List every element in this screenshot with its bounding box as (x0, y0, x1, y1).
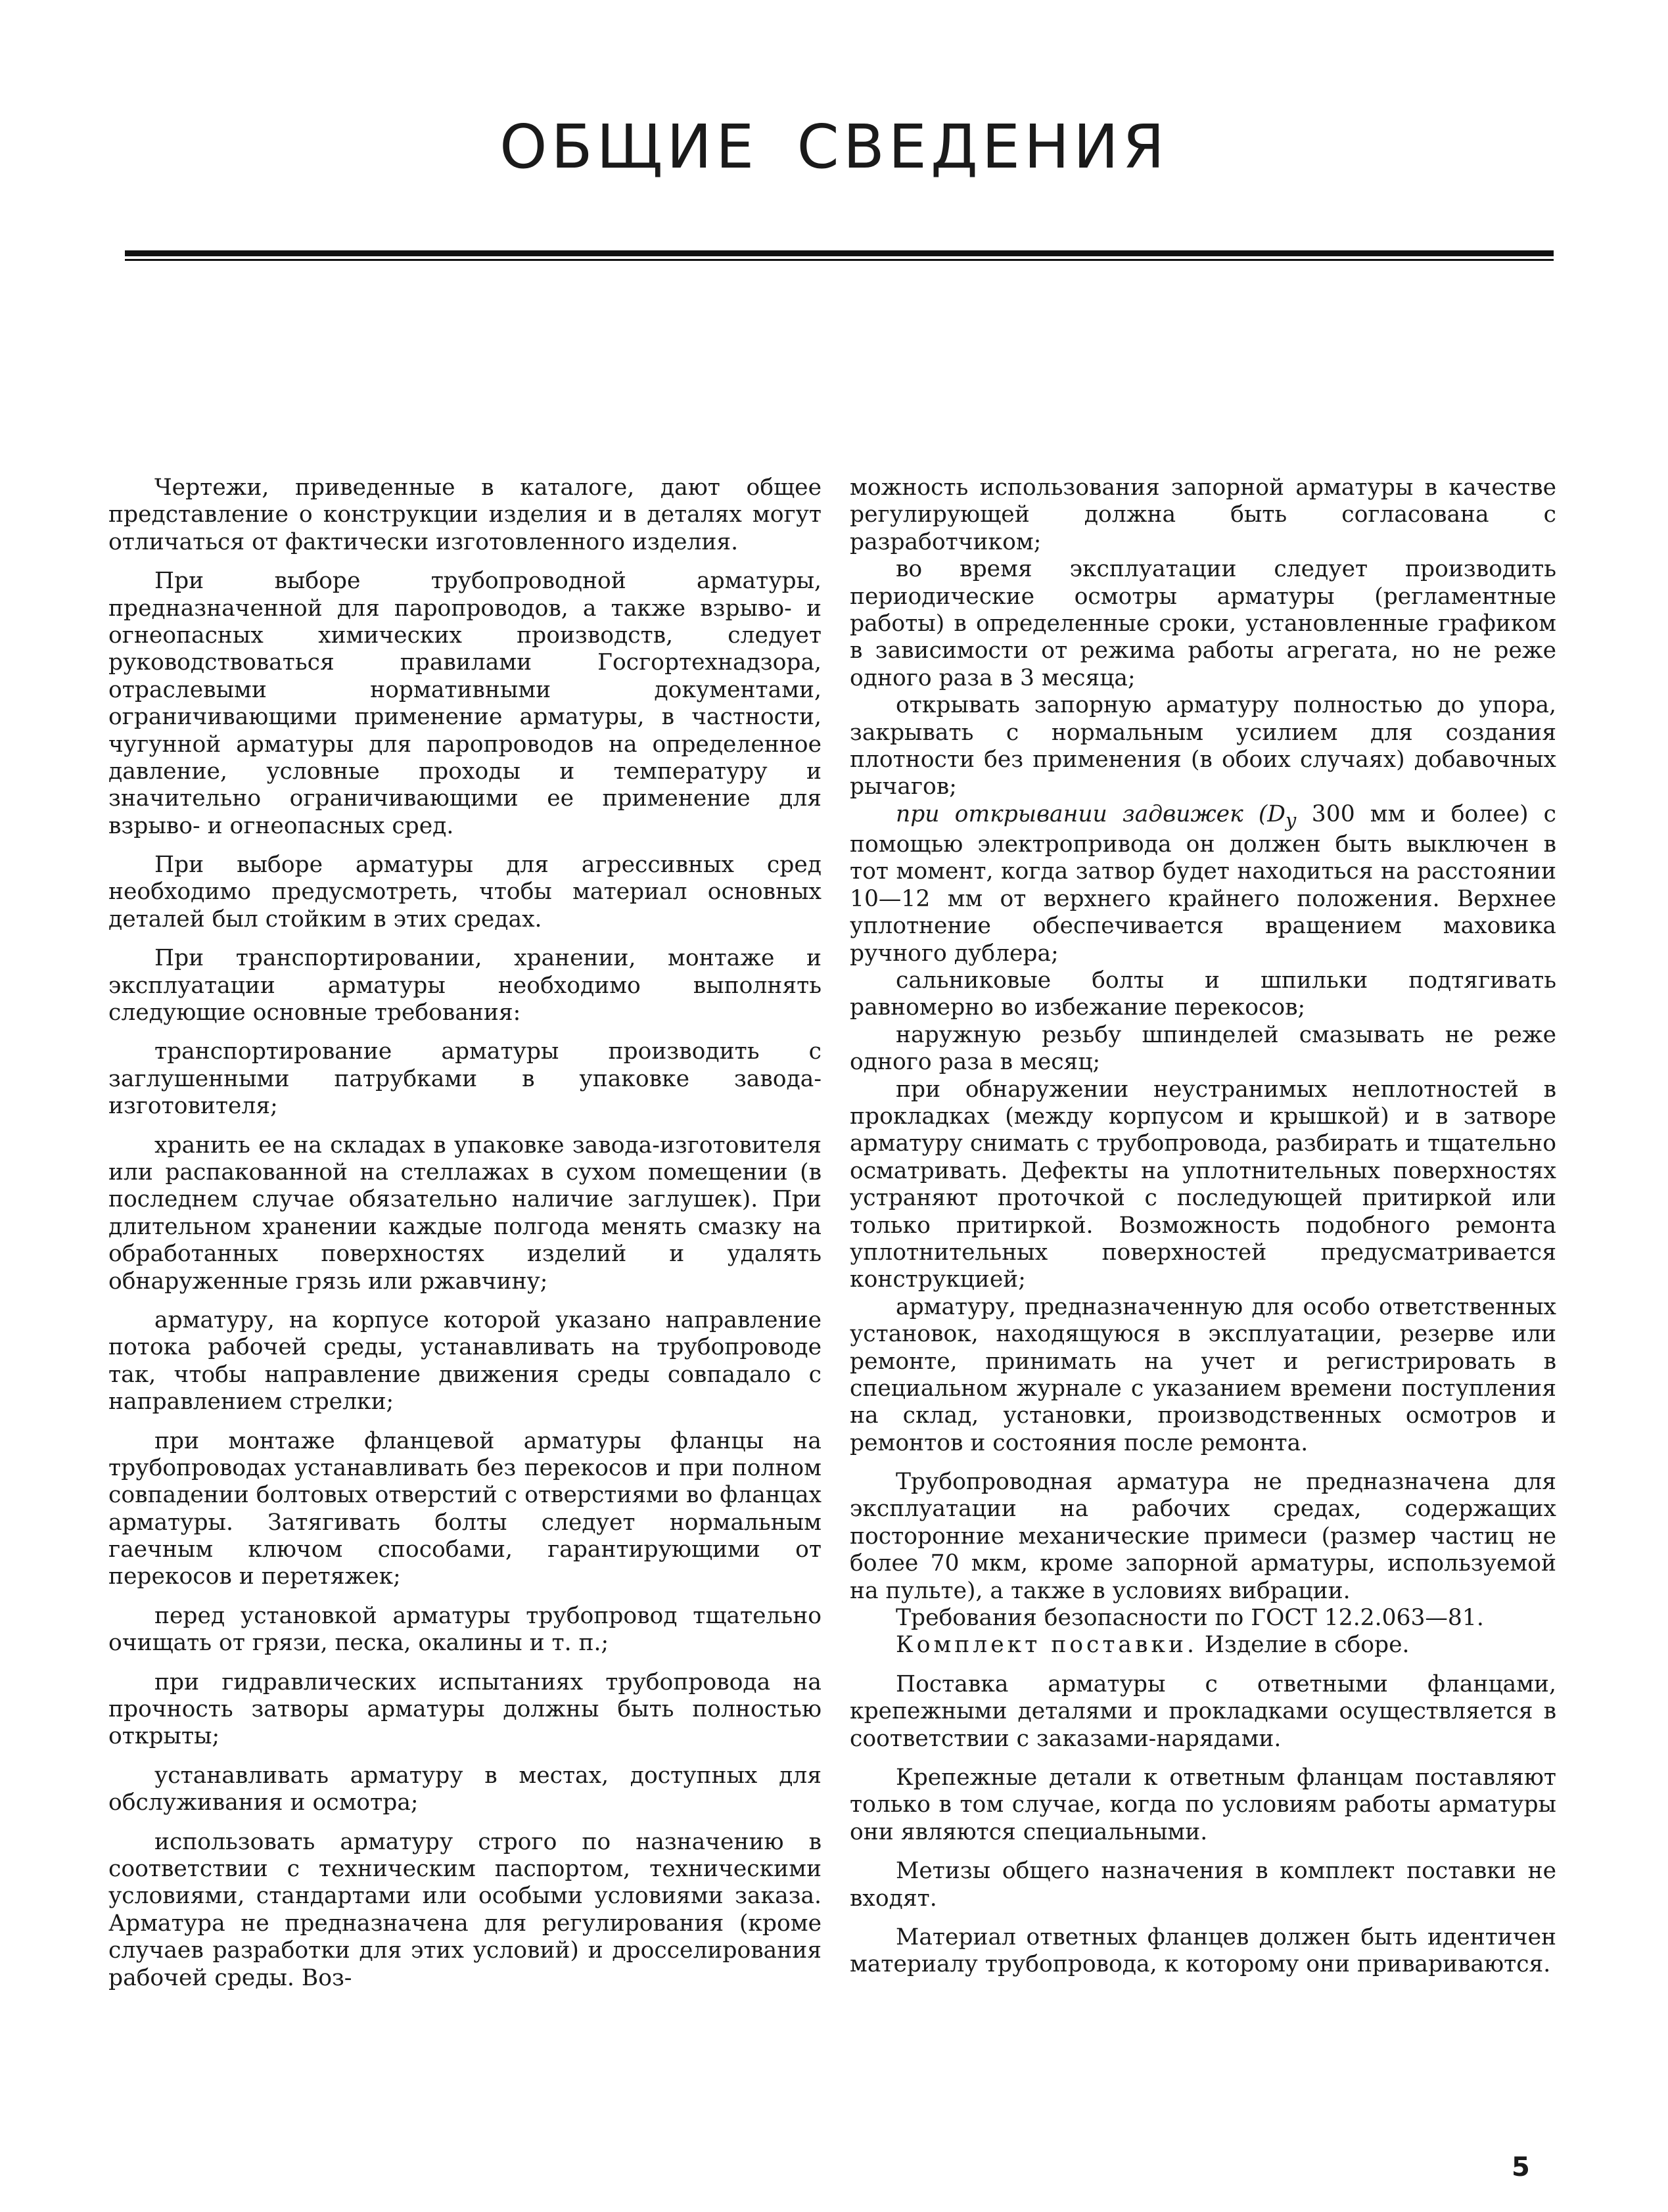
gate-valve-subscript: у (1285, 808, 1297, 831)
requirement-item: транспортирование арматуры производить с заглушенными патрубками в упаковке завода-изготовителя; (108, 1038, 822, 1120)
right-column (850, 474, 1556, 1991)
page-number: 5 (1512, 2152, 1530, 2182)
page-title: ОБЩИЕ СВЕДЕНИЯ (499, 112, 1169, 182)
requirement-item: использовать арматуру строго по назначению в соответствии с техническим паспортом, техническими условиями, стандартами или особыми условиями заказа. Арматура не предназначена для регулирования (кроме случаев разработки для этих условий) и дросселирования рабочей среды. Воз- (108, 1828, 822, 1991)
requirement-item: хранить ее на складах в упаковке завода-изготовителя или распакованной на стеллажах в сухом помещении (в последнем случае обязательно наличие заглушек). При длительном хранении каждые полгода менять смазку на обработанных поверхностях изделий и удалять обнаруженные грязь или ржавчину; (108, 1132, 822, 1295)
paragraph: Поставка арматуры с ответными фланцами, крепежными деталями и прокладками осуществляется в соответствии с заказами-нарядами. (850, 1671, 1556, 1752)
paragraph: Трубопроводная арматура не предназначена для эксплуатации на рабочих средах, содержащих посторонние механические примеси (размер частиц не более 70 мкм, кроме запорной арматуры, используемой на пульте), а также в условиях вибрации. (850, 1469, 1556, 1604)
requirement-item: при обнаружении неустранимых неплотностей в прокладках (между корпусом и крышкой) и в затворе арматуру снимать с трубопровода, разбирать и тщательно осматривать. Дефекты на уплотнительных поверхностях устраняют проточкой с последующей притиркой или только притиркой. Возможность подобного ремонта уплотнительных поверхностей предусматривается конструкцией; (850, 1076, 1556, 1293)
left-column (108, 474, 822, 2004)
kit-line (850, 1632, 1556, 1659)
requirement-item: при монтаже фланцевой арматуры фланцы на трубопроводах устанавливать без перекосов и при полном совпадении болтовых отверстий с отверстиями во фланцах арматуры. Затягивать болты следует нормальным гаечным ключом способами, гарантирующими от перекосов и перетяжек; (108, 1427, 822, 1590)
paragraph-continuation: можность использования запорной арматуры в качестве регулирующей должна быть согласована с разработчиком; (850, 474, 1556, 555)
paragraph: При транспортировании, хранении, монтаже и эксплуатации арматуры необходимо выполнять следующие основные требования: (108, 945, 822, 1026)
paragraph: Метизы общего назначения в комплект поставки не входят. (850, 1858, 1556, 1912)
safety-note: Требования безопасности по ГОСТ 12.2.063—81. (896, 1605, 1484, 1632)
requirement-item: сальниковые болты и шпильки подтягивать равномерно во избежание перекосов; (850, 967, 1556, 1021)
paragraph: Чертежи, приведенные в каталоге, дают общее представление о конструкции изделия и в деталях могут отличаться от фактически изготовленного изделия. (108, 474, 822, 555)
requirement-item: наружную резьбу шпинделей смазывать не реже одного раза в месяц; (850, 1021, 1556, 1076)
paragraph: При выборе трубопроводной арматуры, предназначенной для паропроводов, а также взрыво- и огнеопасных химических производств, следует руководствоваться правилами Госгортехнадзора, отраслевыми нормативными документами, ограничивающими применение арматуры, в частности, чугунной арматуры для паропроводов на определенное давление, условные проходы и температуру и значительно ограничивающими ее применение для взрыво- и огнеопасных сред. (108, 568, 822, 839)
requirement-item-gate-valve (850, 801, 1556, 967)
paragraph: Крепежные детали к ответным фланцам поставляют только в том случае, когда по условиям работы арматуры они являются специальными. (850, 1764, 1556, 1845)
requirement-item: во время эксплуатации следует производить периодические осмотры арматуры (регламентные работы) в определенные сроки, установленные графиком в зависимости от режима работы агрегата, но не реже одного раза в 3 месяца; (850, 556, 1556, 691)
gate-valve-lead: при открывании задвижек (D (896, 800, 1286, 827)
kit-label: Комплект поставки. (896, 1632, 1197, 1659)
paragraph: При выборе арматуры для агрессивных сред необходимо предусмотреть, чтобы материал основных деталей был стойким в этих средах. (108, 852, 822, 933)
header-rule (125, 250, 1554, 256)
gate-valve-text: 300 мм и более) с помощью электропривода он должен быть выключен в тот момент, когда затвор будет находиться на расстоянии 10—12 мм от верхнего крайнего положения. Верхнее уплотнение обеспечивается вращением маховика ручного дублера; (850, 800, 1556, 967)
requirement-item: при гидравлических испытаниях трубопровода на прочность затворы арматуры должны быть полностью открыты; (108, 1669, 822, 1750)
kit-text: Изделие в сборе. (1197, 1632, 1410, 1659)
header-rule-thin (125, 259, 1554, 261)
requirement-item: открывать запорную арматуру полностью до упора, закрывать с нормальным усилием для создания плотности без применения (в обоих случаях) добавочных рычагов; (850, 692, 1556, 800)
requirement-item: арматуру, предназначенную для особо ответственных установок, находящуюся в эксплуатации, резерве или ремонте, принимать на учет и регистрировать в специальном журнале с указанием времени поступления на склад, установки, производственных осмотров и ремонтов и состояния после ремонта. (850, 1293, 1556, 1456)
paragraph: Материал ответных фланцев должен быть идентичен материалу трубопровода, к которому они привариваются. (850, 1924, 1556, 1978)
requirement-item: арматуру, на корпусе которой указано направление потока рабочей среды, устанавливать на трубопроводе так, чтобы направление движения среды совпадало с направлением стрелки; (108, 1306, 822, 1416)
requirement-item: перед установкой арматуры трубопровод тщательно очищать от грязи, песка, окалины и т. п.; (108, 1602, 822, 1657)
requirement-item: устанавливать арматуру в местах, доступных для обслуживания и осмотра; (108, 1762, 822, 1816)
